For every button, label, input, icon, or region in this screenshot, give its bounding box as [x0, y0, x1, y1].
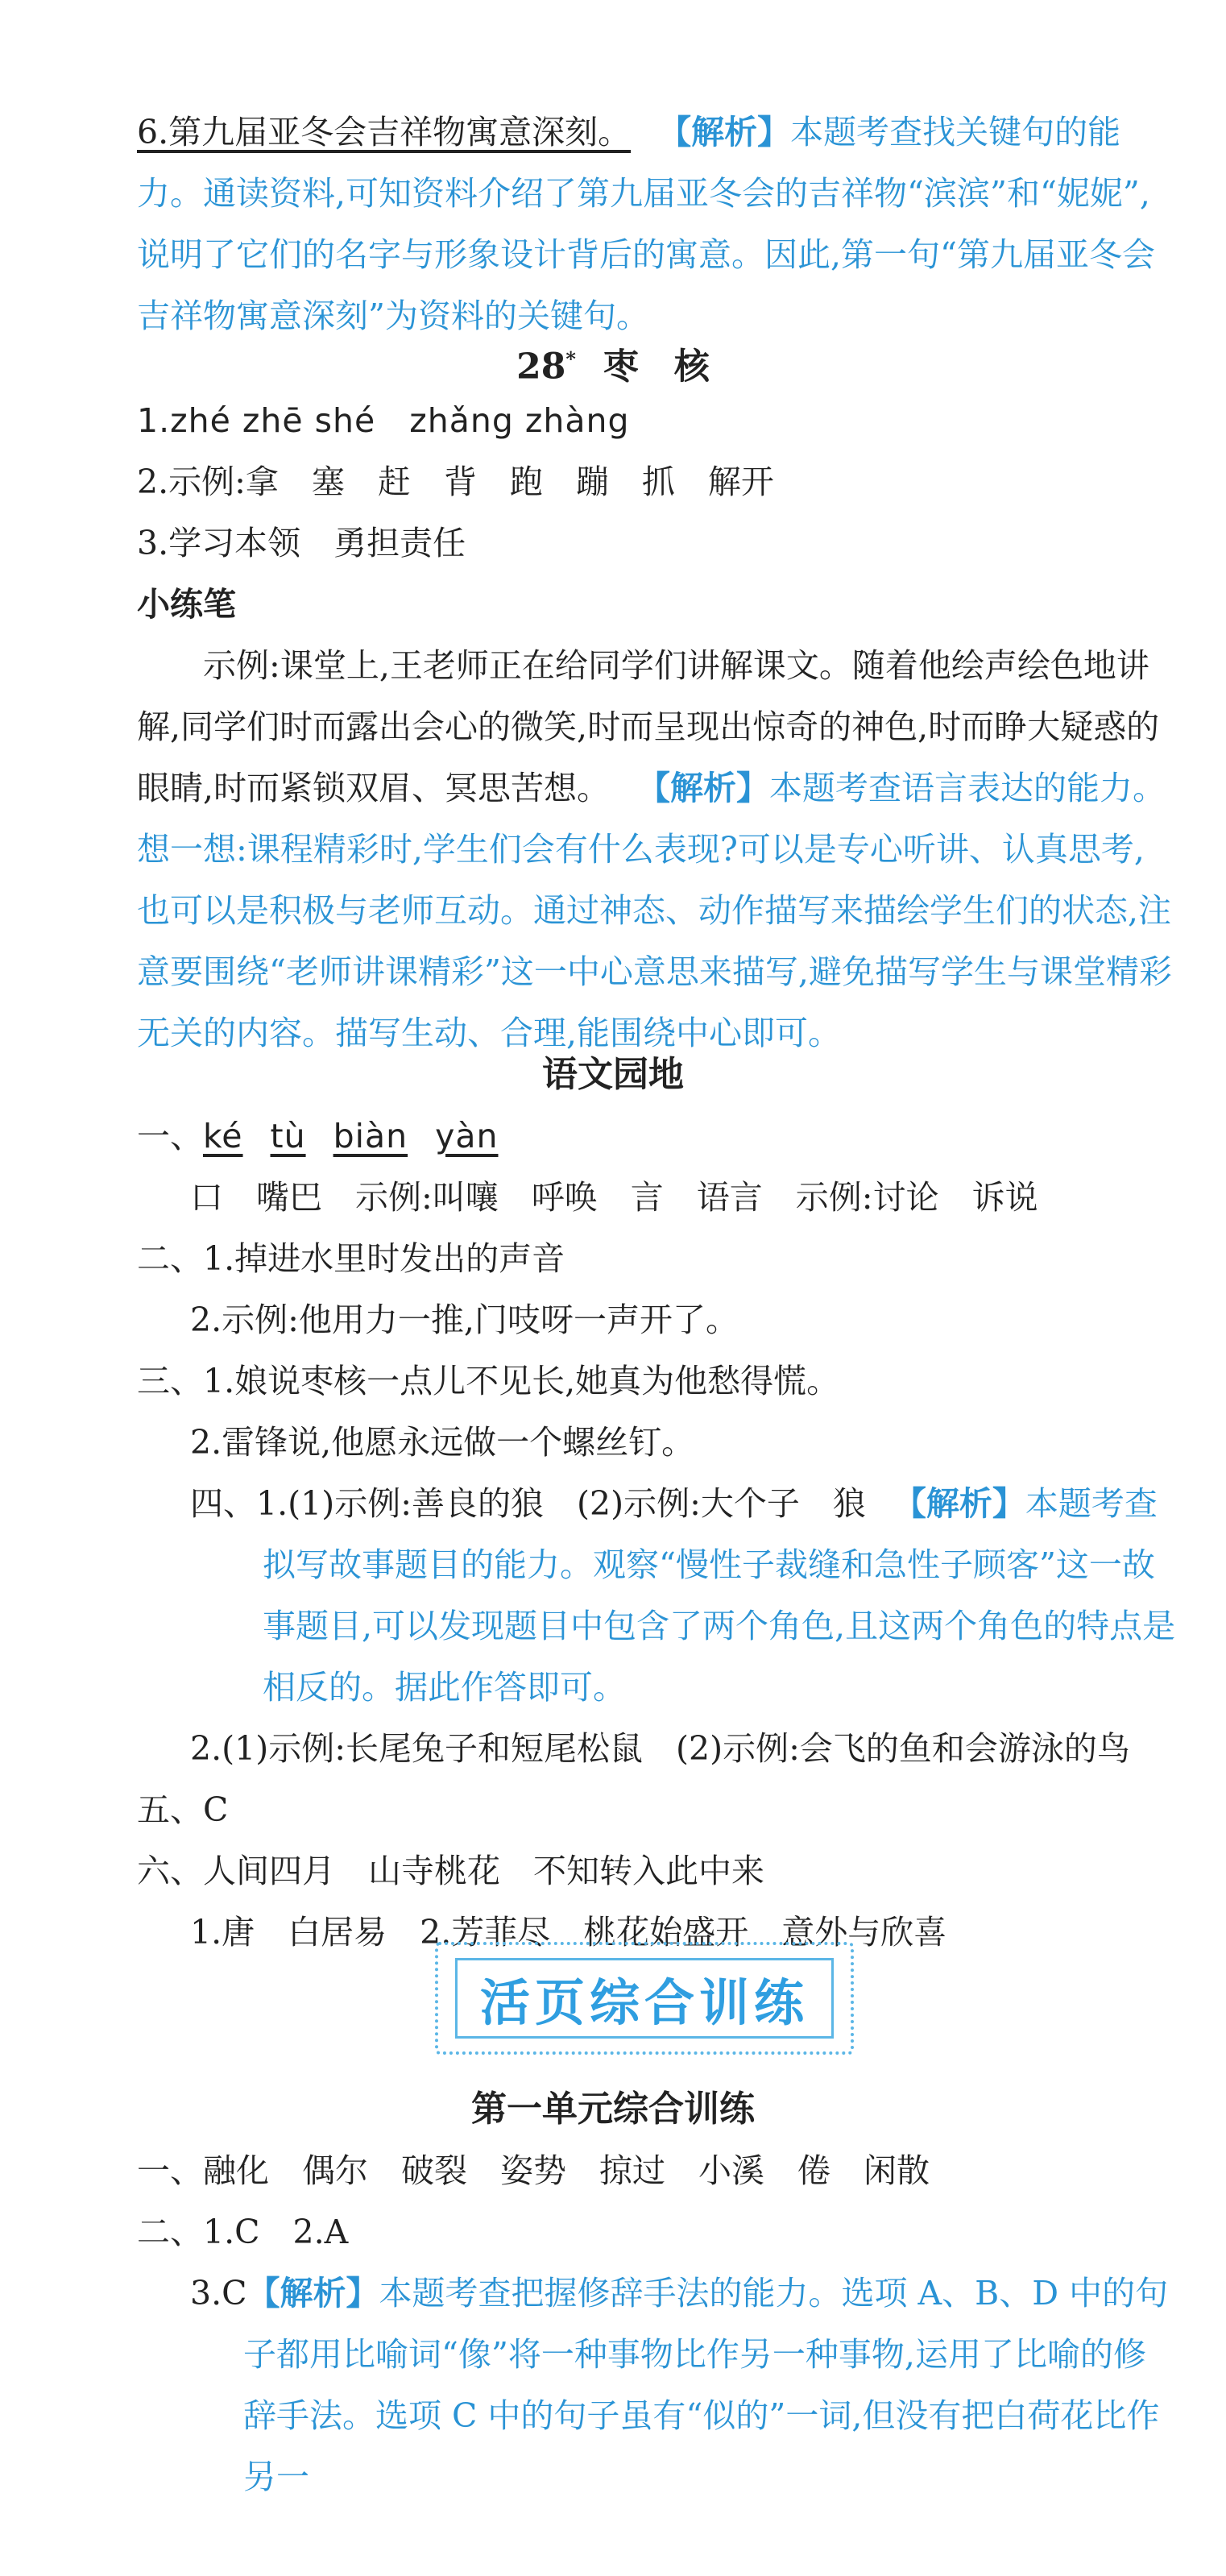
lesson28-q2: 2.示例:拿 塞 赶 背 跑 蹦 抓 解开: [137, 463, 774, 501]
unit1-s3-answer: 3.C: [190, 2274, 247, 2313]
garden-s3-1: 三、1.娘说枣核一点儿不见长,她真为他愁得慌。: [137, 1362, 840, 1400]
garden-s6-1: 1.唐 白居易 2.芳菲尽 桃花始盛开 意外与欣喜: [190, 1913, 947, 1952]
garden-s4-tag: 【解析】: [893, 1484, 1025, 1523]
garden-title: 语文园地: [542, 1054, 684, 1095]
pinyin-3: biàn: [333, 1117, 408, 1155]
pinyin-2: tù: [270, 1117, 306, 1155]
practice-text: 示例:课堂上,王老师正在给同学们讲解课文。随着他绘声绘色地讲解,同学们时而露出会心的微笑,时而呈现出惊奇的神色,时而睁大疑惑的眼睛,时而紧锁双眉、冥思苦想。: [137, 646, 1160, 807]
practice-title: 小练笔: [137, 585, 236, 624]
pinyin-1: ké: [203, 1117, 243, 1155]
lesson-28-answers: [137, 390, 1176, 1064]
q6-block: [137, 102, 1176, 346]
garden-s2-1: 二、1.掉进水里时发出的声音: [137, 1239, 565, 1278]
lesson28-q1: 1.zhé zhē shé zhǎng zhàng: [137, 401, 630, 440]
garden-s4-1: [137, 1473, 1176, 1718]
garden-s1-prefix: 一、: [137, 1117, 203, 1155]
q6-explanation: 本题考查找关键句的能力。通读资料,可知资料介绍了第九届亚冬会的吉祥物“滨滨”和“妮妮”,说明了它们的名字与形象设计背后的寓意。因此,第一句“第九届亚冬会吉祥物寓意深刻”为资料的关键句。: [137, 113, 1155, 335]
banner-text: 活页综合训练: [455, 1958, 834, 2039]
q6-answer: 6.第九届亚冬会吉祥物寓意深刻。: [137, 113, 632, 151]
practice-block: [137, 635, 1176, 1064]
garden-s4-explanation: 本题考查拟写故事题目的能力。观察“慢性子裁缝和急性子顾客”这一故事题目,可以发现题目中包含了两个角色,且这两个角色的特点是相反的。据此作答即可。: [263, 1484, 1176, 1707]
garden-s3-2: 2.雷锋说,他愿永远做一个螺丝钉。: [190, 1423, 695, 1462]
unit1-s2: 二、1.C 2.A: [137, 2213, 349, 2251]
lesson-name: 枣 核: [603, 346, 710, 388]
garden-s2-2: 2.示例:他用力一推,门吱呀一声开了。: [190, 1300, 739, 1339]
q6-tag: 【解析】: [658, 113, 791, 151]
lesson-28-title: [0, 329, 1226, 398]
lesson28-q3: 3.学习本领 勇担责任: [137, 524, 466, 562]
garden-answers: [137, 1105, 1176, 1963]
pinyin-4: yàn: [435, 1117, 499, 1155]
practice-tag: 【解析】: [637, 769, 770, 807]
section-banner: [435, 1942, 854, 2055]
garden-s6: 六、人间四月 山寺桃花 不知转入此中来: [137, 1852, 764, 1890]
unit1-s3-tag: 【解析】: [246, 2274, 379, 2313]
garden-s4-1-text: 四、1.(1)示例:善良的狼 (2)示例:大个子 狼: [190, 1484, 866, 1523]
garden-s1: [137, 1105, 1176, 1167]
garden-s5: 五、C: [137, 1790, 229, 1829]
practice-explanation: 本题考查语言表达的能力。想一想:课程精彩时,学生们会有什么表现?可以是专心听讲、认真思考,也可以是积极与老师互动。通过神态、动作描写来描绘学生们的状态,注意要围绕“老师讲课精彩”这一中心意思来描写,避免描写学生与课堂精彩无关的内容。描写生动、合理,能围绕中心即可。: [137, 769, 1172, 1052]
lesson-number: 28: [516, 346, 566, 388]
garden-s1-line2: 口 嘴巴 示例:叫嚷 呼唤 言 语言 示例:讨论 诉说: [190, 1178, 1038, 1217]
lesson-star: *: [565, 347, 576, 371]
unit1-s3-explanation: 本题考查把握修辞手法的能力。选项 A、B、D 中的句子都用比喻词“像”将一种事物比作另一种事物,运用了比喻的修辞手法。选项 C 中的句子虽有“似的”一词,但没有把白荷花比作另一: [243, 2274, 1169, 2496]
unit1-s1: 一、融化 偶尔 破裂 姿势 掠过 小溪 倦 闲散: [137, 2151, 930, 2190]
garden-s4-2: 2.(1)示例:长尾兔子和短尾松鼠 (2)示例:会飞的鱼和会游泳的鸟: [190, 1729, 1130, 1768]
unit1-title: 第一单元综合训练: [471, 2089, 755, 2130]
unit1-s3: [190, 2263, 1176, 2508]
unit1-answers: [137, 2140, 1176, 2508]
